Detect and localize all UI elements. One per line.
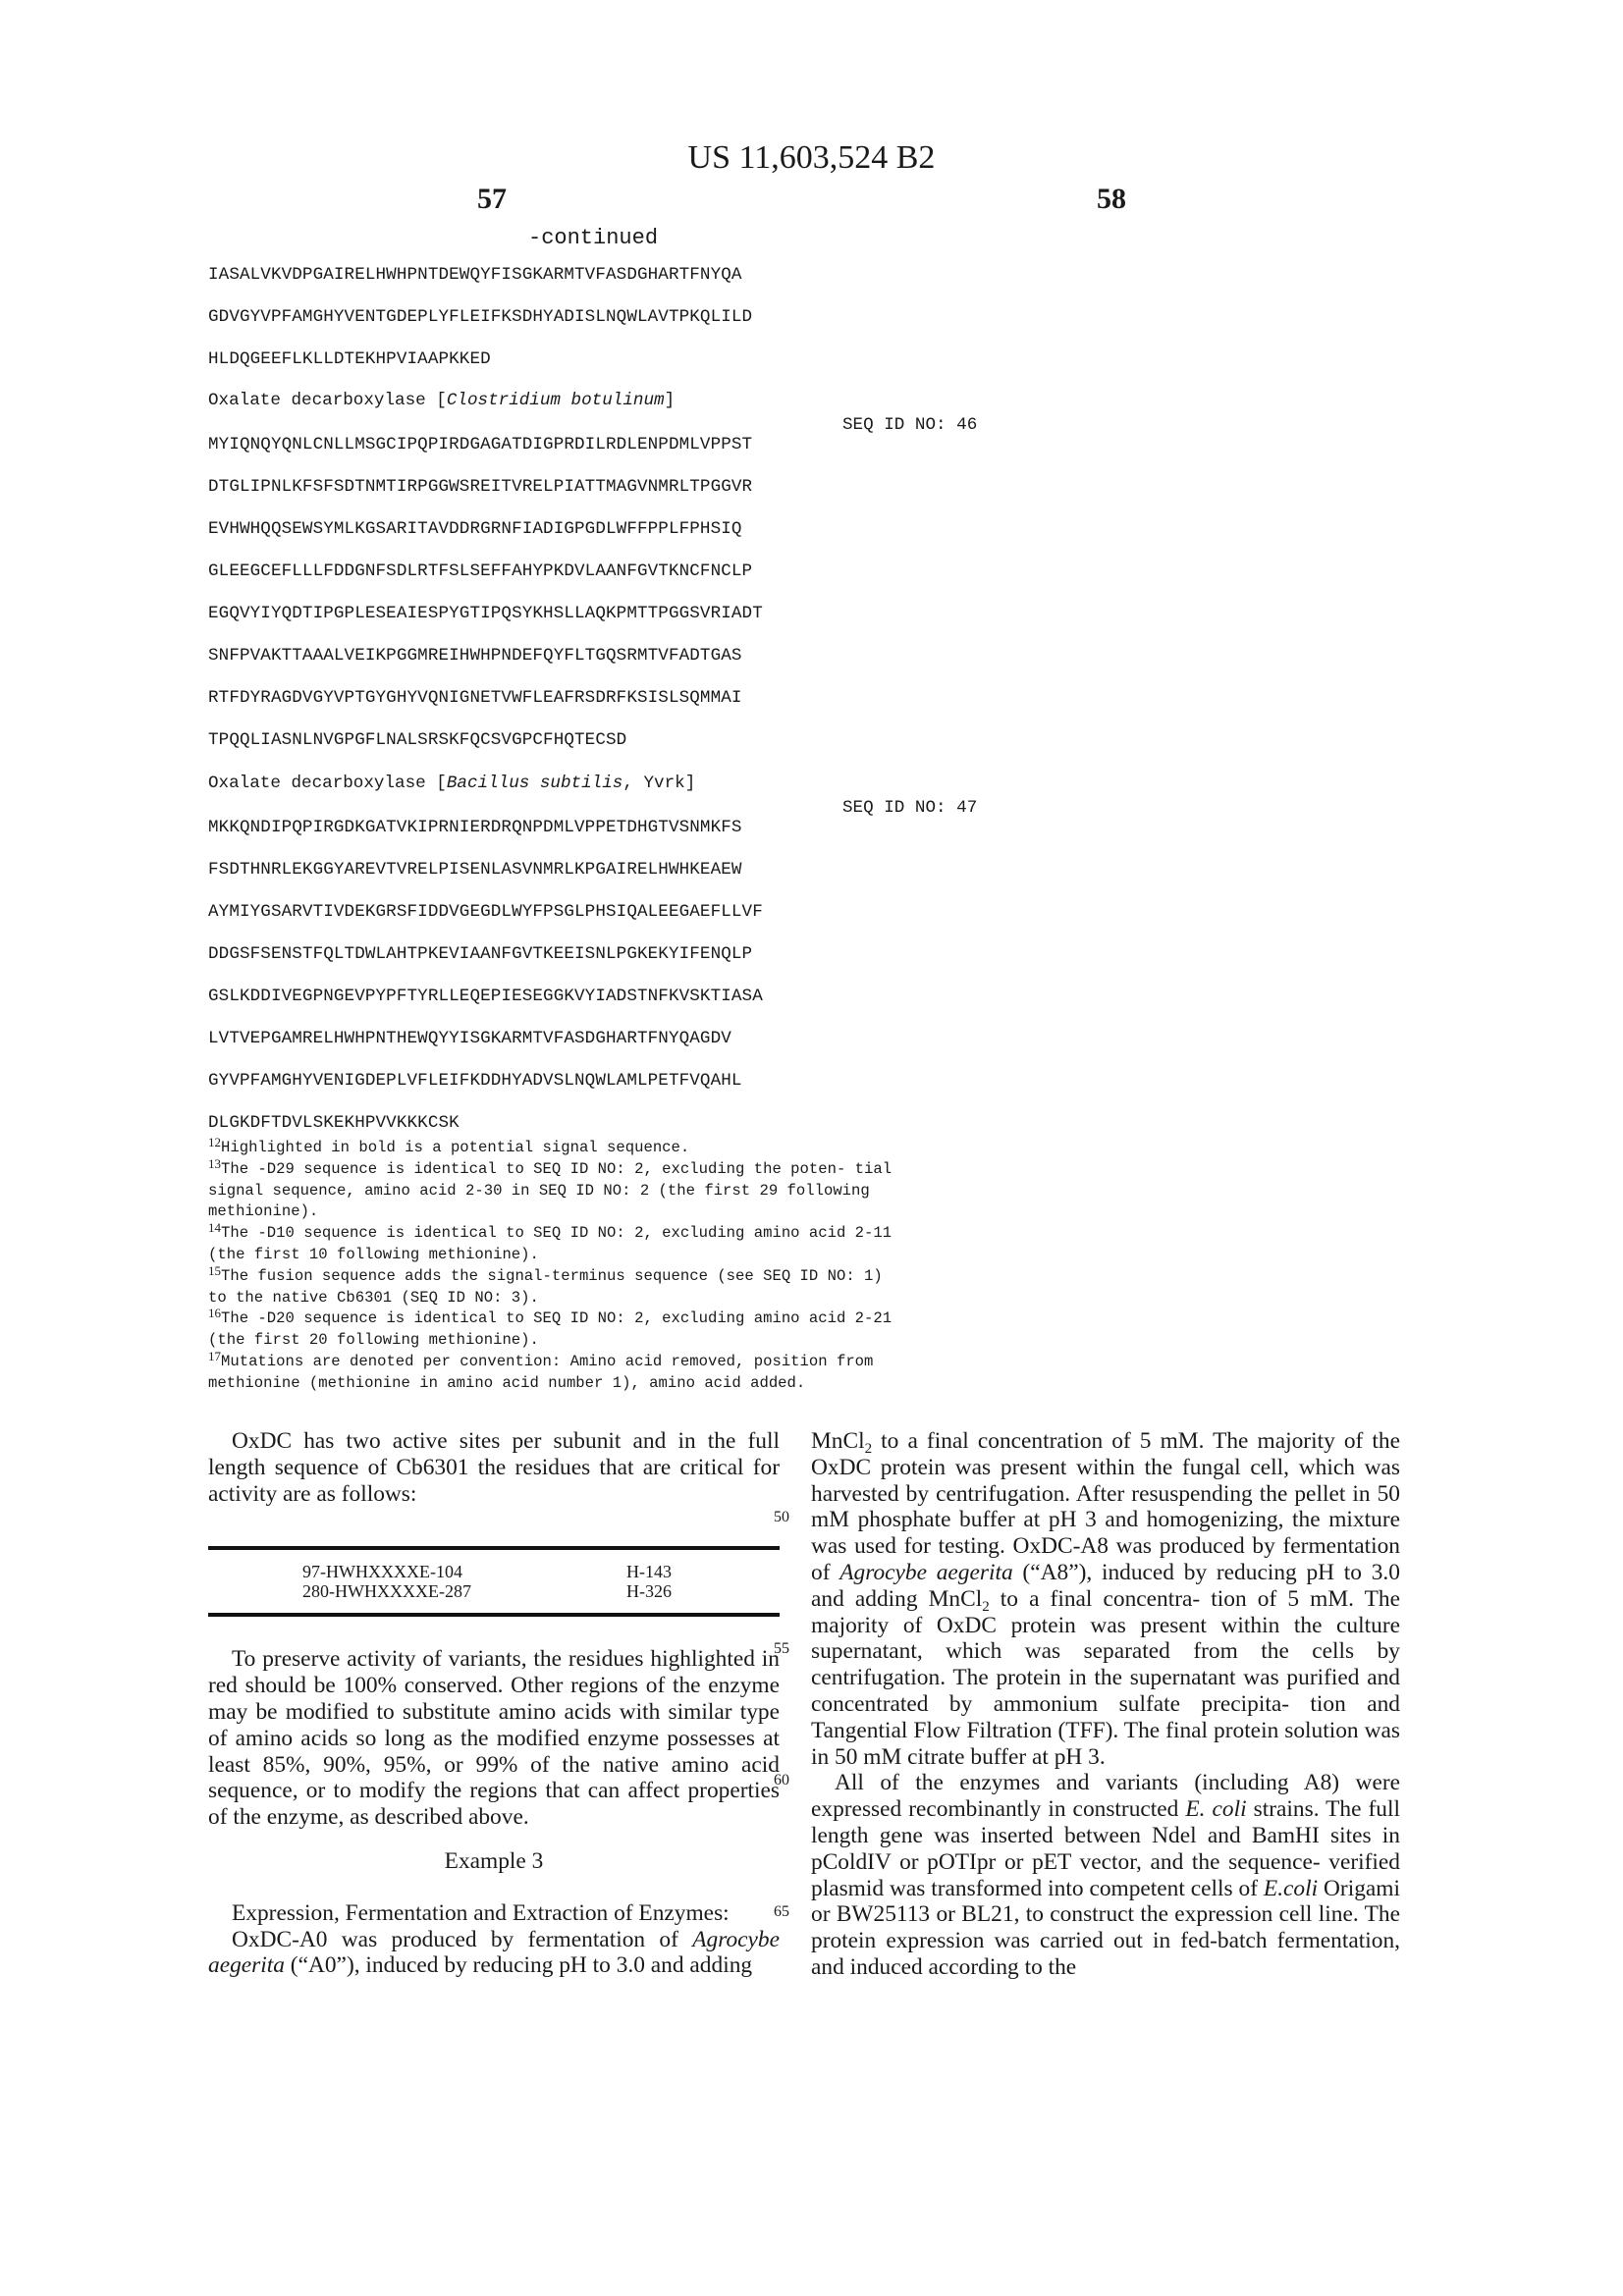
patent-number: US 11,603,524 B2 <box>687 139 936 176</box>
text-run: Origami or BW25113 or BL21, to construct the expression cell line. The protein expression was carried out in fed-batch fermentation, and induced according to the <box>811 1875 1400 1980</box>
footnote-number: 15 <box>208 1262 221 1278</box>
sequence-line: TPQQLIASNLNVGPGFLNALSRSKFQCSVGPCFHQTECSD <box>208 730 627 750</box>
line-number: 65 <box>774 1903 789 1920</box>
sequence-title-47 <box>208 774 695 793</box>
footnote-number: 17 <box>208 1348 221 1363</box>
sequence-line: MYIQNQYQNLCNLLMSGCIPQPIRDGAGATDIGPRDILRDLENPDMLVPPST <box>208 435 753 454</box>
text-run: (“A0”), induced by reducing pH to 3.0 and adding <box>284 1952 753 1979</box>
table-cell: 280-HWHXXXXE-287 <box>208 1581 626 1615</box>
text-run: OxDC-A0 was produced by fermentation of <box>232 1926 693 1952</box>
sequence-line: IASALVKVDPGAIRELHWHPNTDEWQYFISGKARMTVFASDGHARTFNYQA <box>208 265 742 285</box>
sequence-line: EVHWHQQSEWSYMLKGSARITAVDDRGRNFIADIGPGDLWFFPPLFPHSIQ <box>208 519 742 539</box>
sequence-line: FSDTHNRLEKGGYAREVTVRELPISENLASVNMRLKPGAIRELHWHKEAEW <box>208 860 742 880</box>
sequence-line: HLDQGEEFLKLLDTEKHPVIAAPKKED <box>208 349 491 369</box>
sequence-title-prefix: Oxalate decarboxylase [ <box>208 774 447 793</box>
table-row <box>208 1581 780 1615</box>
sequence-line: MKKQNDIPQPIRGDKGATVKIPRNIERDRQNPDMLVPPETDHGTVSNMKFS <box>208 818 742 837</box>
sequence-title-prefix: Oxalate decarboxylase [ <box>208 391 447 410</box>
organism-name: Clostridium botulinum <box>446 391 665 410</box>
table-cell: 97-HWHXXXXE-104 <box>208 1548 626 1581</box>
footnote-number: 12 <box>208 1135 221 1149</box>
footnote-number: 13 <box>208 1155 221 1171</box>
footnote <box>208 1220 895 1266</box>
left-column <box>208 1428 780 1979</box>
organism-name: E. coli <box>1185 1796 1247 1823</box>
sequence-line: DLGKDFTDVLSKEKHPVVKKKCSK <box>208 1113 460 1133</box>
sequence-line: AYMIYGSARVTIVDEKGRSFIDDVGEGDLWYFPSGLPHSIQALEEGAEFLLVF <box>208 902 763 922</box>
footnote-text: The -D10 sequence is identical to SEQ ID NO: 2, excluding amino acid 2-11 (the first 10 following methionine). <box>208 1224 893 1263</box>
sequence-line: LVTVEPGAMRELHWHPNTHEWQYYISGKARMTVFASDGHARTFNYQAGDV <box>208 1029 731 1048</box>
footnote-text: Highlighted in bold is a potential signal sequence. <box>221 1139 690 1156</box>
footnote-number: 14 <box>208 1220 221 1236</box>
sequence-line: GSLKDDIVEGPNGEVPYPFTYRLLEQEPIESEGGKVYIADSTNFKVSKTIASA <box>208 987 763 1006</box>
page-number-left: 57 <box>477 183 507 215</box>
sequence-line: EGQVYIYQDTIPGPLESEAIESPYGTIPQSYKHSLLAQKPMTTPGGSVRIADT <box>208 604 763 623</box>
text-run: (“A8”), induced by reducing pH to 3.0 and adding MnCl <box>811 1559 1400 1612</box>
sequence-title-46 <box>208 391 675 410</box>
text-run: to a final concentra- tion of 5 mM. The majority of OxDC protein was present within the culture supernatant, which was separated from the cells by centrifugation. The protein in the supernatant was purified and concentrated by ammonium sulfate precipita- tion and Tangential Flow Filtration (TFF). The final protein solution was in 50 mM citrate buffer at pH 3. <box>811 1585 1401 1770</box>
sequence-title-suffix: , Yvrk] <box>622 774 696 793</box>
footnote-number: 16 <box>208 1306 221 1321</box>
sequence-line: DTGLIPNLKFSFSDTNMTIRPGGWSREITVRELPIATTMAGVNMRLTPGGVR <box>208 477 753 497</box>
line-number: 60 <box>774 1772 789 1789</box>
paragraph <box>811 1770 1400 1980</box>
organism-name: Bacillus subtilis <box>446 774 623 793</box>
paragraph: To preserve activity of variants, the residues highlighted in red should be 100% conserved. Other regions of the enzyme may be modified to substitute amino acids with similar type of amino acids so long as the modified enzyme possesses at least 85%, 90%, 95%, or 99% of the native amino acid sequence, or to modify the regions that can affect properties of the enzyme, as described above. <box>208 1646 780 1831</box>
text-run: MnCl <box>811 1428 865 1454</box>
organism-name: Agrocybe aegerita <box>208 1926 780 1979</box>
seq-id-46: SEQ ID NO: 46 <box>842 415 978 435</box>
page-number-right: 58 <box>1097 183 1126 215</box>
continued-label: -continued <box>528 226 659 250</box>
sequence-line: GYVPFAMGHYVENIGDEPLVFLEIFKDDHYADVSLNQWLAMLPETFVQAHL <box>208 1071 742 1091</box>
table-row <box>208 1548 780 1581</box>
table-cell: H-326 <box>626 1581 780 1615</box>
sequence-line: RTFDYRAGDVGYVPTGYGHYVQNIGNETVWFLEAFRSDRFKSISLSQMMAI <box>208 688 742 708</box>
footnote <box>208 1348 895 1395</box>
sequence-line: DDGSFSENSTFQLTDWLAHTPKEVIAANFGVTKEEISNLPGKEKYIFENQLP <box>208 944 753 964</box>
text-run: All of the enzymes and variants (including A8) were expressed recombinantly in constructed <box>811 1770 1400 1823</box>
text-run: to a final concentration of 5 mM. The majority of the OxDC protein was present within the fungal cell, which was harvested by centrifugation. After resuspending the pellet in 50 mM phosphate buffer at pH 3 and homogenizing, the mixture was used for testing. OxDC-A8 was produced by fermentation of <box>811 1428 1400 1585</box>
footnote <box>208 1308 895 1352</box>
footnote-text: The -D29 sequence is identical to SEQ ID NO: 2, excluding the poten- tial signal sequence, amino acid 2-30 in SEQ ID NO: 2 (the first 29 following methionine). <box>208 1159 893 1221</box>
seq-id-47: SEQ ID NO: 47 <box>842 798 978 818</box>
footnote-text: Mutations are denoted per convention: Amino acid removed, position from methionine (methionine in amino acid number 1), amino acid added. <box>208 1352 874 1392</box>
right-column <box>811 1428 1400 1981</box>
line-number: 50 <box>774 1509 789 1525</box>
sequence-line: GDVGYVPFAMGHYVENTGDEPLYFLEIFKSDHYADISLNQWLAVTPKQLILD <box>208 307 753 327</box>
footnote <box>208 1135 895 1159</box>
sequence-line: GLEEGCEFLLLFDDGNFSDLRTFSLSEFFAHYPKDVLAANFGVTKNCFNCLP <box>208 561 753 581</box>
table-cell: H-143 <box>626 1548 780 1581</box>
organism-name: E.coli <box>1263 1875 1319 1901</box>
active-site-table <box>208 1546 780 1617</box>
text-run: strains. The full length gene was inserted between Ndel and BamHI sites in pColdIV or pOTIpr or pET vector, and the sequence- verified plasmid was transformed into competent cells of <box>811 1796 1401 1901</box>
paragraph: OxDC has two active sites per subunit and in the full length sequence of Cb6301 the residues that are critical for activity are as follows: <box>208 1428 780 1507</box>
sequence-line: SNFPVAKTTAAALVEIKPGGMREIHWHPNDEFQYFLTGQSRMTVFADTGAS <box>208 646 742 666</box>
footnote <box>208 1155 895 1223</box>
organism-name: Agrocybe aegerita <box>839 1559 1013 1585</box>
paragraph <box>208 1927 780 1980</box>
footnote <box>208 1262 895 1309</box>
section-subheading: Expression, Fermentation and Extraction of Enzymes: <box>232 1899 730 1926</box>
subscript: 2 <box>864 1441 873 1457</box>
paragraph <box>811 1428 1400 1770</box>
subscript: 2 <box>982 1598 990 1615</box>
footnote-text: The fusion sequence adds the signal-terminus sequence (see SEQ ID NO: 1) to the native Cb6301 (SEQ ID NO: 3). <box>208 1266 883 1307</box>
footnote-text: The -D20 sequence is identical to SEQ ID NO: 2, excluding amino acid 2-21 (the first 20 following methionine). <box>208 1309 893 1350</box>
line-number: 55 <box>774 1640 789 1657</box>
sequence-title-suffix: ] <box>664 391 676 410</box>
example-heading: Example 3 <box>444 1847 544 1874</box>
footnotes <box>208 1135 895 1395</box>
